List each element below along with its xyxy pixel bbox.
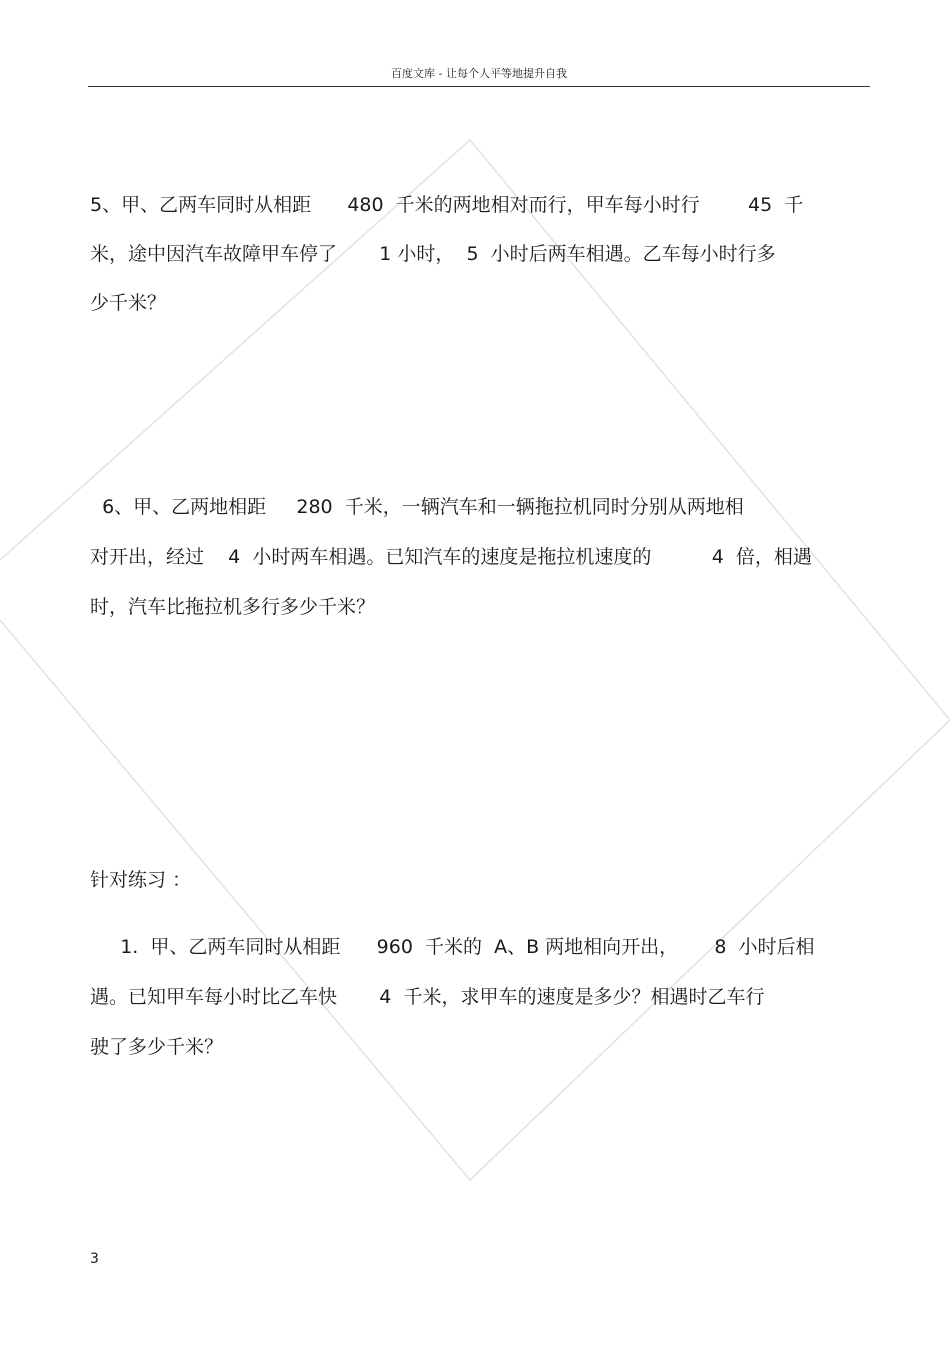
problem-5-line-3: 少千米？ xyxy=(90,292,167,314)
problem-6-line-3: 时，汽车比拖拉机多行多少千米？ xyxy=(90,596,376,618)
problem-6-line-2: 对开出，经过 4 小时两车相遇。已知汽车的速度是拖拉机速度的 4 倍，相遇 xyxy=(90,546,812,568)
problem-5-line-2: 米，途中因汽车故障甲车停了 1 小时， 5 小时后两车相遇。乙车每小时行多 xyxy=(90,243,776,265)
header-text: 百度文库 - 让每个人平等地提升自我 xyxy=(391,67,567,80)
practice-problem-1-line-2: 遇。已知甲车每小时比乙车快 4 千米，求甲车的速度是多少？相遇时乙车行 xyxy=(90,986,765,1008)
practice-problem-1-line-1: 1. 甲、乙两车同时从相距 960 千米的 A、B 两地相向开出， 8 小时后相 xyxy=(90,936,815,958)
problem-6-line-1: 6、甲、乙两地相距 280 千米，一辆汽车和一辆拖拉机同时分别从两地相 xyxy=(90,496,744,518)
page-header xyxy=(88,66,870,87)
practice-heading: 针对练习 ： xyxy=(90,869,192,891)
practice-problem-1-line-3: 驶了多少千米？ xyxy=(90,1036,224,1058)
problem-5-line-1: 5、甲、乙两车同时从相距 480 千米的两地相对而行，甲车每小时行 45 千 xyxy=(90,194,804,216)
page-number: 3 xyxy=(90,1251,99,1267)
